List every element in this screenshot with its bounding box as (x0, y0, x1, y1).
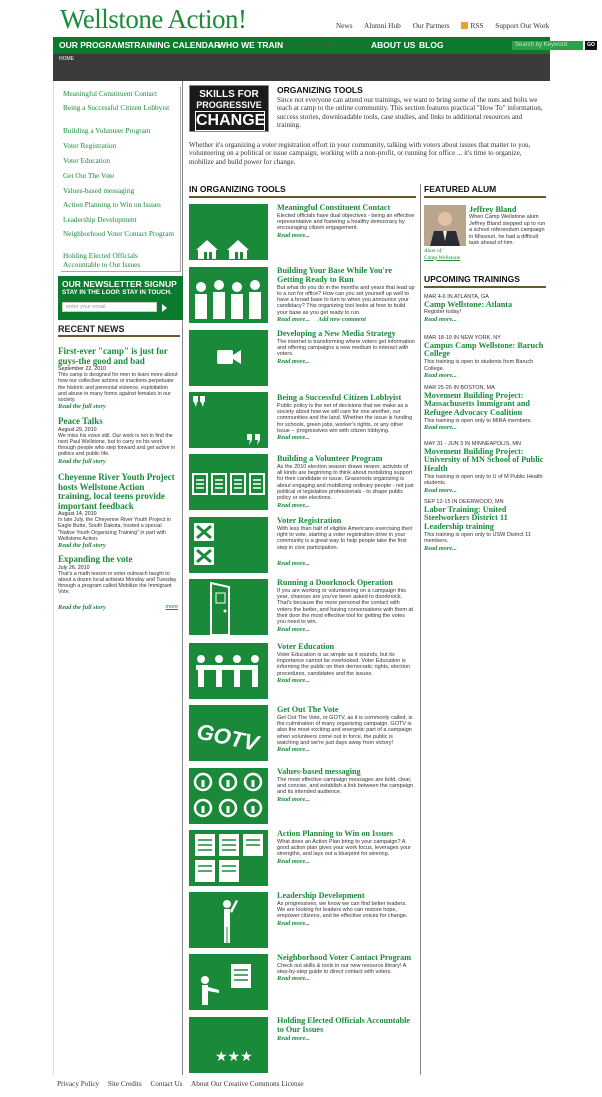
tool-read-more[interactable]: Read more... (277, 975, 310, 983)
footer (57, 1080, 311, 1088)
newsletter-submit-arrow-icon[interactable] (162, 304, 167, 312)
leader-icon (189, 892, 268, 948)
skills-badge-line3: CHANGE (196, 112, 266, 129)
top-link-news[interactable]: News (336, 21, 353, 30)
gotv-icon (189, 705, 268, 761)
tool-item (277, 517, 415, 567)
nav-blog[interactable]: BLOG (419, 40, 444, 50)
tool-body: Check out skills & tools in our new resource library! A step-by-step guide to direct contact with voters. (277, 962, 407, 976)
tool-item (277, 394, 415, 441)
news-body: That's a math lesson in voter outreach taught to about a dozen local activists Monday and Tuesday through a program called Mobilize the Immigrant Vote. (58, 570, 177, 596)
training-read-more[interactable]: Read more... (424, 424, 457, 432)
footer-link-credits[interactable]: Site Credits (107, 1080, 142, 1088)
alum-caption-link[interactable]: Camp Wellstone (424, 254, 461, 261)
newsletter-email-input[interactable]: enter your email (62, 302, 157, 312)
tool-image[interactable] (189, 768, 268, 824)
sidebar-item-action-planning[interactable]: Action Planning to Win on Issues (63, 200, 161, 209)
svg-text:★★★: ★★★ (215, 1049, 253, 1065)
tool-title[interactable]: Running a Doorknock Operation (277, 578, 393, 587)
tool-read-more[interactable]: Read more... (277, 559, 310, 567)
tool-body: Public policy is the set of decisions that we make as a society about how we will care for one another, our communities and the land. Whether the issue is funding for schools, green jobs, worker's rights, or any other issue -- progressives win with citizen lobbying. (277, 402, 413, 434)
nav-who-we-train[interactable]: WHO WE TRAIN (218, 40, 284, 50)
tool-read-more[interactable]: Read more... (277, 1034, 310, 1042)
nav-organizing-tools[interactable]: ORGANIZING TOOLS (284, 40, 370, 50)
upcoming-trainings-heading: UPCOMING TRAININGS (424, 274, 546, 288)
top-links (336, 21, 559, 30)
intro-paragraph-2: Whether it's organizing a voter registration effort in your community, talking with voters about issues that matter to you, volunteering on a political or issue campaign, working with a non-profit, or running for office ... it's time to organize, mobilize and build power for change. (189, 141, 531, 166)
sidebar-item-gotv[interactable]: Get Out The Vote (63, 171, 115, 180)
tool-title[interactable]: Leadership Development (277, 891, 365, 900)
main-nav (53, 37, 595, 54)
training-title[interactable]: Movement Building Project: Massachusetts Immigrant and Refugee Advocacy Coalition (424, 390, 530, 418)
training-item (424, 294, 548, 323)
stars-icon (189, 1017, 268, 1073)
training-read-more[interactable]: Read more... (424, 544, 457, 552)
svg-text:GOTV: GOTV (194, 718, 261, 756)
video-camera-icon (189, 330, 268, 386)
tool-body: With less than half of eligible Americans exercising their right to vote, starting a voter registration drive in your community is a great way to help people take the first step in civic participation. (277, 525, 413, 551)
tool-image[interactable] (189, 954, 268, 1010)
top-link-rss[interactable]: RSS (470, 21, 484, 30)
news-read-link[interactable]: Read the full story (58, 457, 106, 465)
tool-item (277, 830, 415, 865)
skills-badge (189, 85, 269, 132)
newsletter-subtitle: STAY IN THE LOOP. STAY IN TOUCH. (62, 289, 172, 296)
tool-image[interactable] (189, 892, 268, 948)
sidebar-item-voter-registration[interactable]: Voter Registration (63, 141, 117, 150)
news-more-link[interactable]: more (165, 604, 178, 610)
tool-item (277, 892, 415, 927)
quote-icon (189, 392, 268, 448)
news-date: August 29, 2010 (58, 426, 97, 433)
search-button[interactable]: GO (585, 41, 597, 50)
tool-body: The internet is transforming where voters get information and offering campaigns a new medium to interact with voters. (277, 338, 415, 358)
news-date: August 14, 2010 (58, 511, 97, 517)
alum-description: When Camp Wellstone alum Jeffrey Bland stepped up to run a school referendum campaign in Missouri, he had a difficult task ahead of him. (469, 214, 546, 246)
news-body: In late July, the Cheyenne River Youth Project in Eagle Butte, South Dakota, hosted a special "Native Youth Organizing Training" in part with Wellstone Action. (58, 517, 171, 542)
tool-body: What does an Action Plan bring to your campaign? A good action plan gives your work focus, leverages your strengths, and lays out a blueprint for winning. (277, 838, 411, 858)
door-icon (189, 579, 268, 635)
tool-title[interactable]: Get Out The Vote (277, 705, 339, 714)
breadcrumb-bar (53, 54, 550, 81)
tool-body: If you are working or volunteering on a campaign this year, chances are you've been asked to doorknock. That's because the more personal the contact with voters the better, and having conversations with them at their door the most effective tool for getting the votes you need to win. (277, 587, 414, 626)
news-read-link[interactable]: Read the full story (58, 542, 106, 550)
tool-image[interactable] (189, 330, 268, 386)
news-date: July 26, 2010 (58, 564, 90, 571)
tool-item (277, 954, 415, 982)
sidebar-item-neighborhood-contact[interactable]: Neighborhood Voter Contact Program (63, 229, 174, 238)
news-body: This camp is designed for men to learn more about how our collective actions or inactions perpetuate the historic and perennial violence, exploitation and abuse in many forms against females in our society. (58, 372, 178, 404)
tool-item (277, 579, 415, 633)
news-date: September 22, 2010 (58, 366, 107, 372)
documents-icon (189, 830, 268, 886)
skills-badge-line1: SKILLS FOR (199, 89, 259, 100)
tool-read-more[interactable]: Read more... (277, 625, 310, 633)
sidebar-item-citizen-lobbyist[interactable]: Being a Successful Citizen Lobbyist (63, 103, 170, 112)
clipboards-icon (189, 454, 268, 510)
tool-item (277, 330, 415, 365)
tool-item (277, 1017, 415, 1042)
tool-item (277, 643, 415, 684)
tool-title[interactable]: Developing a New Media Strategy (277, 329, 396, 338)
training-date: MAR 18-19 IN NEW YORK, NY (424, 335, 501, 341)
handshake-icon (189, 954, 268, 1010)
tool-image[interactable] (189, 267, 268, 323)
training-read-more[interactable]: Read more... (424, 315, 457, 323)
tool-read-more[interactable]: Read more... (277, 316, 310, 324)
training-title[interactable]: Labor Training: United Steelworkers District 11 Leadership training (424, 504, 508, 532)
crowd-icon (189, 267, 268, 323)
news-title[interactable]: First-ever "camp" is just for guys-the good and bad (58, 346, 168, 366)
people-row-icon (189, 643, 268, 699)
tool-image[interactable] (189, 392, 268, 448)
search-input[interactable]: Search by Keyword (512, 41, 583, 50)
training-body: This training is open only to MIRA members. (424, 417, 532, 424)
training-read-more[interactable]: Read more... (424, 372, 457, 380)
training-item (424, 335, 548, 379)
training-date: MAY 31 - JUN 3 IN MINNEAPOLIS, MN (424, 441, 521, 447)
breadcrumb-home[interactable]: HOME (59, 56, 74, 62)
alum-name[interactable]: Jeffrey Bland (469, 205, 517, 214)
footer-link-contact[interactable]: Contact Us (150, 1080, 183, 1088)
tool-title[interactable]: Building Your Base While You're Getting Ready to Run (277, 266, 392, 284)
alum-photo[interactable] (424, 205, 466, 246)
tool-read-more[interactable]: Read more... (277, 919, 310, 927)
newsletter-title: OUR NEWSLETTER SIGNUP (62, 279, 177, 289)
training-title[interactable]: Campus Camp Wellstone: Baruch College (424, 340, 544, 359)
nav-training-calendar[interactable]: TRAINING CALENDAR (129, 40, 221, 50)
tool-read-more[interactable]: Read more... (277, 434, 310, 442)
recent-news-heading: RECENT NEWS (58, 324, 180, 337)
tool-title[interactable]: Building a Volunteer Program (277, 454, 383, 463)
top-link-our-partners[interactable]: Our Partners (412, 21, 450, 30)
training-date: MAR 4-6 IN ATLANTA, GA (424, 294, 489, 300)
tools-heading: IN ORGANIZING TOOLS (189, 184, 416, 198)
top-link-support[interactable]: Support Our Work (495, 21, 550, 30)
training-title[interactable]: Camp Wellstone: Atlanta (424, 299, 513, 309)
tool-title[interactable]: Values-based messaging (277, 767, 361, 776)
sidebar-item-accountability[interactable]: Holding Elected Officials Accountable to Our Issues (63, 251, 141, 269)
sidebar-item-leadership[interactable]: Leadership Development (63, 215, 137, 224)
tool-read-more[interactable]: Read more... (277, 231, 310, 239)
rss-icon[interactable] (461, 22, 468, 29)
sidebar-item-voter-education[interactable]: Voter Education (63, 156, 111, 165)
tool-item (277, 768, 415, 803)
tool-title[interactable]: Holding Elected Officials Accountable to Our Issues (277, 1016, 411, 1034)
tool-item (277, 706, 415, 753)
training-body: Register today! (424, 309, 461, 316)
news-item (58, 417, 178, 465)
tool-read-more[interactable]: Read more... (277, 746, 310, 754)
news-read-link[interactable]: Read the full story (58, 604, 106, 611)
footer-link-license[interactable]: About Our Creative Commons License (191, 1080, 304, 1088)
tool-item (277, 455, 415, 509)
tool-read-more-row (277, 316, 415, 323)
intro-paragraph: Since not everyone can attend our trainings, we want to bring some of the nuts and bolts we teach at camp to the online community. This section features practical "How To" information, success stories, downloadable tools, case studies, and links to additional resources and training. (277, 96, 543, 130)
tool-image[interactable] (189, 830, 268, 886)
news-item (58, 473, 178, 549)
tool-title[interactable]: Meaningful Constituent Contact (277, 203, 391, 212)
tool-image[interactable] (189, 643, 268, 699)
tool-body: Elected officials have dual objectives - being an effective representative and fostering a healthy democracy by encouraging citizen engagement. (277, 212, 415, 232)
skills-badge-line2: PROGRESSIVE (196, 100, 262, 110)
training-title[interactable]: Movement Building Project: University of MN School of Public Health (424, 446, 544, 474)
tool-read-more[interactable]: Read more... (277, 357, 310, 365)
news-read-link[interactable]: Read the full story (58, 403, 106, 411)
training-date: SEP 12-15 IN DEERWOOD, MN (424, 499, 504, 505)
tool-read-more[interactable]: Read more... (277, 857, 310, 865)
alum-caption (424, 248, 460, 261)
training-body: This training is open to students from Baruch College. (424, 359, 534, 372)
news-body: We miss his voice still. Our work is not to find the next Paul Wellstone, but to carry on his work through people who step forward and get active in politics and public life. (58, 432, 176, 458)
sidebar-menu (61, 87, 181, 272)
tool-body: As progressives, we know we can find better leaders. We are looking for leaders who can restore hope, empower citizens, and be effective voices for change. (277, 900, 408, 920)
tool-read-more[interactable]: Read more... (277, 795, 310, 803)
tool-body: As the 2010 election season draws nearer, activists of all kinds are beginning to think about mobilizing support for their candidate or issue. Grassroots organizing is about engaging and mobilizing ordinary people - not just political or legislative professionals - to shape public policy or win elections. (277, 463, 414, 502)
tool-image[interactable] (189, 204, 268, 260)
nav-our-programs[interactable]: OUR PROGRAMS (59, 40, 131, 50)
tool-item (277, 267, 415, 323)
top-link-alumni-hub[interactable]: Alumni Hub (364, 21, 401, 30)
sidebar-item-volunteer-program[interactable]: Building a Volunteer Program (63, 126, 151, 135)
add-comment-link[interactable]: Add new comment (317, 316, 366, 324)
news-title[interactable]: Expanding the vote (58, 554, 133, 564)
ballot-check-icon (189, 517, 268, 573)
tool-body: But what do you do in the months and years that lead up to a run for office? How can you set yourself up well to have a broad base to turn to when you announce your candidacy? This organizing tool looks at how to build your base as you get ready to run. (277, 284, 415, 316)
tool-body: The most effective campaign messages are bold, clear, and concise, and establish a link between the campaign and its intended audience. (277, 776, 414, 796)
news-item (58, 555, 178, 596)
tool-title[interactable]: Being a Successful Citizen Lobbyist (277, 393, 402, 402)
info-icon (189, 768, 268, 824)
training-body: This training is open only to U of M Public Health students. (424, 473, 543, 487)
news-title[interactable]: Peace Talks (58, 416, 103, 426)
tool-read-more[interactable]: Read more... (277, 501, 310, 509)
houses-icon (189, 204, 268, 260)
tool-image[interactable] (189, 517, 268, 573)
footer-link-privacy[interactable]: Privacy Policy (57, 1080, 100, 1088)
tool-title[interactable]: Neighborhood Voter Contact Program (277, 953, 412, 962)
tool-image[interactable] (189, 705, 268, 761)
training-read-more[interactable]: Read more... (424, 486, 457, 494)
tool-title[interactable]: Voter Registration (277, 516, 342, 525)
news-title[interactable]: Cheyenne River Youth Project hosts Wellstone Action training, local teens provide important feedback (58, 472, 175, 511)
tool-read-more[interactable]: Read more... (277, 676, 310, 684)
tool-title[interactable]: Voter Education (277, 642, 335, 651)
tool-image[interactable] (189, 454, 268, 510)
page-title: ORGANIZING TOOLS (277, 85, 363, 95)
alum-caption-label: Alum of: (424, 248, 444, 254)
training-date: MAR 25-26 IN BOSTON, MA (424, 385, 495, 391)
newsletter-signup (58, 276, 183, 320)
news-footer (58, 604, 178, 611)
site-logo[interactable]: Wellstone Action! (60, 4, 247, 34)
tool-body: Get Out The Vote, or GOTV, as it is commonly called, is the culmination of many organizing campaign. GOTV is also the most exciting and energetic part of a campaign when volunteers come out in force, the public is watching and we're just days away from victory! (277, 714, 413, 746)
training-item (424, 499, 548, 552)
tool-body: Voter Education is as simple as it sounds, but its importance cannot be overlooked. Voter Education is informing the public on their democratic rights, election procedures, candidates and the issues. (277, 651, 410, 677)
column-divider (420, 184, 421, 1075)
person-photo-icon (424, 205, 466, 246)
tool-item (277, 204, 415, 239)
tool-title[interactable]: Action Planning to Win on Issues (277, 829, 393, 838)
tool-image[interactable] (189, 1017, 268, 1073)
sidebar-item-constituent-contact[interactable]: Meaningful Constituent Contact (63, 89, 158, 98)
sidebar-item-values-messaging[interactable]: Values-based messaging (63, 186, 135, 195)
news-item (58, 347, 178, 410)
featured-alum-heading: FEATURED ALUM (424, 184, 546, 198)
training-item (424, 441, 548, 494)
nav-about-us[interactable]: ABOUT US (371, 40, 416, 50)
tool-image[interactable] (189, 579, 268, 635)
training-item (424, 385, 548, 431)
training-body: This training is open only to USW District 11 members. (424, 531, 531, 545)
sidebar (53, 81, 183, 1075)
